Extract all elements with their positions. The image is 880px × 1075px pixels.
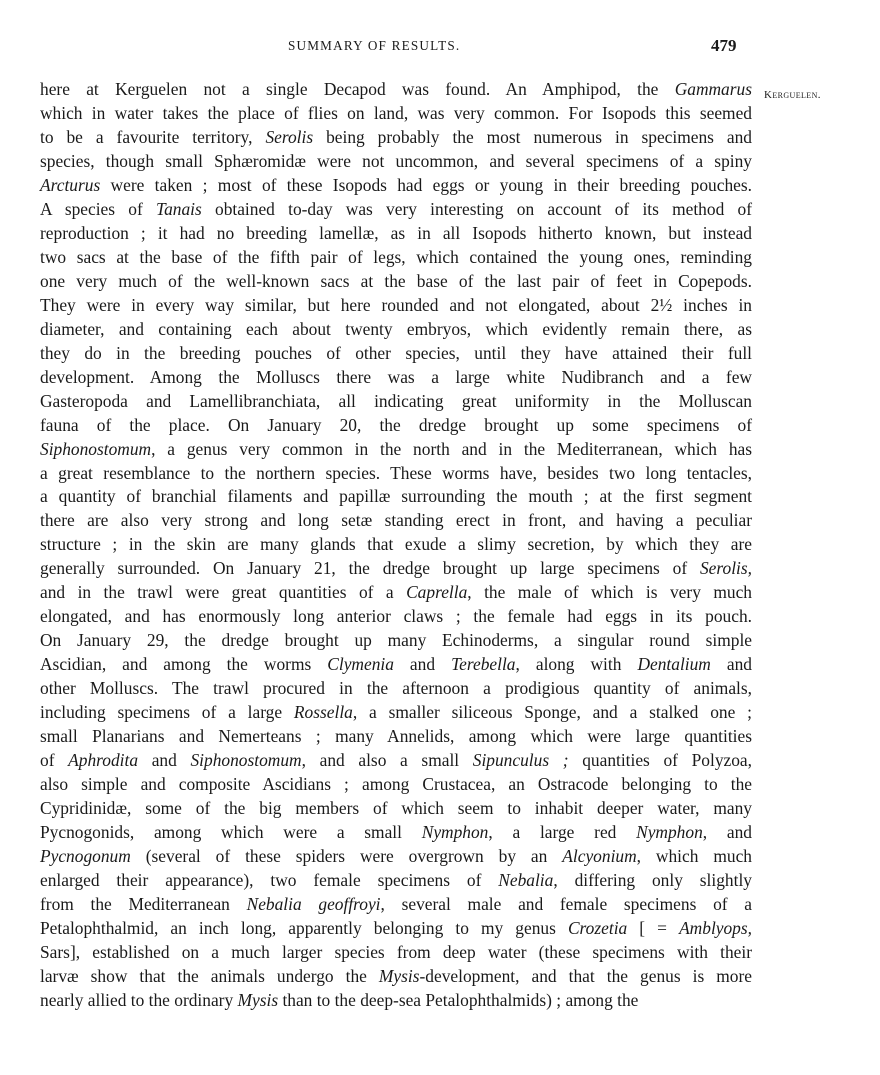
italic-term: Mysis [378,965,420,986]
italic-term: Nymphon [636,822,703,843]
text-run: other Molluscs. The trawl procured in the afternoon a prodigious quantity of animals, [40,678,752,699]
text-run: a great resemblance to the northern species. These worms have, besides two long tentacles, [40,462,752,483]
text-line [40,869,752,893]
text-line [40,414,752,438]
text-run: , several male and female specimens of a [380,893,752,914]
text-run: , differing only slightly [553,869,752,890]
text-run: and [393,654,452,675]
text-run: Ascidian, and among the worms [40,654,328,675]
text-run: obtained to-day was very interesting on account of its method of [201,198,752,219]
text-run: being probably the most numerous in specimens and [313,126,752,147]
text-run: [ = [627,917,680,938]
text-run: , a large red [488,822,637,843]
italic-term: Siphonostomum [190,750,302,771]
text-run: development. Among the Molluscs there was a large white Nudibranch and a few [40,366,752,387]
text-run: Gasteropoda and Lamellibranchiata, all indicating great uniformity in the Molluscan [40,390,752,411]
page-header [0,36,880,60]
text-run: than to the deep-sea Petalophthalmids) ; among the [278,989,639,1010]
italic-term: Arcturus [40,174,101,195]
text-line [40,557,752,581]
text-run: They were in every way similar, but here rounded and not elongated, about 2½ inches in [40,294,752,315]
text-run: Cypridinidæ, some of the big members of which seem to inhabit deeper water, many [40,798,752,819]
italic-term: Siphonostomum [40,438,152,459]
text-line [40,150,752,174]
text-run: they do in the breeding pouches of other species, until they have attained their full [40,342,752,363]
text-run: small Planarians and Nemerteans ; many Annelids, among which were large quantities [40,726,752,747]
text-run: diameter, and containing each about twenty embryos, which evidently remain there, as [40,318,752,339]
italic-term: Nebalia geoffroyi [246,893,381,914]
text-run: Sars], established on a much larger species from deep water (these specimens with their [40,941,752,962]
text-run: -development, and that the genus is more [419,965,752,986]
text-line [40,605,752,629]
text-run: , and also a small [301,750,473,771]
text-run: and in the trawl were great quantities of a [40,582,407,603]
italic-term: Terebella [451,654,516,675]
text-line [40,246,752,270]
italic-term: Alcyonium [562,846,637,866]
italic-term: Caprella [406,582,468,603]
italic-term: Nebalia [498,869,554,890]
text-run: reproduction ; it had no breeding lamellæ, as in all Isopods hitherto known, but instead [40,222,752,243]
text-line [40,965,752,989]
text-line [40,917,752,941]
italic-term: Serolis [265,126,314,147]
text-run: there are also very strong and long setæ standing erect in front, and having a peculiar [40,510,752,531]
text-run: , the male of which is very much [467,582,752,603]
text-line [40,989,752,1013]
italic-term: Nymphon [421,822,489,843]
text-line [40,893,752,917]
text-run: one very much of the well-known sacs at the base of the last pair of feet in Copepods. [40,270,752,291]
text-line [40,222,752,246]
italic-term: Clymenia [327,654,394,675]
italic-term: Tanais [156,198,202,219]
text-line [40,773,752,797]
text-line [40,581,752,605]
text-line [40,485,752,509]
text-line [40,749,752,773]
text-line [40,366,752,390]
text-line [40,725,752,749]
text-run: elongated, and has enormously long anterior claws ; the female had eggs in its pouch. [40,606,752,627]
text-run: species, though small Sphæromidæ were not uncommon, and several specimens of a spiny [40,150,752,171]
italic-term: Aphrodita [68,750,139,771]
text-run: , and [702,822,752,843]
text-line [40,462,752,486]
text-line [40,102,752,126]
marginal-note: Kerguelen. [764,89,821,101]
italic-term: Serolis, [699,558,752,579]
page-number: 479 [711,36,737,55]
text-run: from the Mediterranean [40,893,247,914]
italic-term: Gammarus [674,79,752,99]
text-run: of [40,750,69,771]
text-run: , a smaller siliceous Sponge, and a stalked one ; [352,702,752,723]
text-run: Pycnogonids, among which were a small [40,822,422,843]
text-run: structure ; in the skin are many glands that exude a slimy secretion, by which they are [40,534,752,555]
text-run: to be a favourite territory, [40,126,266,147]
italic-term: Rossella [293,702,353,723]
italic-term: Pycnogonum [40,846,131,866]
text-run: (several of these spiders were overgrown by an [130,846,563,866]
text-line [40,941,752,965]
italic-term: Amblyops, [679,917,752,938]
text-run: which in water takes the place of flies on land, was very common. For Isopods this seemed [40,102,752,123]
text-run: and [138,750,191,771]
text-line [40,390,752,414]
text-line [40,509,752,533]
text-run: A species of [40,198,156,219]
italic-term: Dentalium [637,654,711,675]
text-line [40,653,752,677]
text-line [40,845,752,869]
text-run: including specimens of a large [40,702,294,723]
running-title: SUMMARY OF RESULTS. [288,38,461,53]
text-line [40,294,752,318]
text-run: enlarged their appearance), two female specimens of [40,869,499,890]
text-run: , a genus very common in the north and in the Mediterranean, which has [151,438,752,459]
text-run: and [710,654,752,675]
text-line [40,533,752,557]
text-line [40,270,752,294]
italic-term: Sipunculus ; [472,750,569,771]
italic-term: Mysis [237,989,279,1010]
text-run: here at Kerguelen not a single Decapod was found. An Amphipod, the [40,79,675,99]
text-line [40,342,752,366]
text-run: larvæ show that the animals undergo the [40,965,379,986]
text-run: also simple and composite Ascidians ; among Crustacea, an Ostracode belonging to the [40,774,752,795]
text-line [40,677,752,701]
text-run: generally surrounded. On January 21, the dredge brought up large specimens of [40,558,700,579]
text-run: On January 29, the dredge brought up many Echinoderms, a singular round simple [40,630,752,651]
text-run: , which much [636,846,752,866]
text-run: were taken ; most of these Isopods had eggs or young in their breeding pouches. [100,174,752,195]
text-line [40,126,752,150]
text-line [40,78,752,102]
text-line [40,701,752,725]
body-text [40,78,752,1013]
text-run: quantities of Polyzoa, [568,750,752,771]
text-run: Petalophthalmid, an inch long, apparently belonging to my genus [40,917,568,938]
text-line [40,797,752,821]
text-run: fauna of the place. On January 20, the dredge brought up some specimens of [40,414,752,435]
text-run: a quantity of branchial filaments and papillæ surrounding the mouth ; at the first segment [40,486,752,507]
text-run: , along with [515,654,638,675]
text-line [40,821,752,845]
text-line [40,198,752,222]
text-line [40,438,752,462]
italic-term: Crozetia [567,917,628,938]
text-run: two sacs at the base of the fifth pair of legs, which contained the young ones, reminding [40,246,752,267]
text-line [40,318,752,342]
text-run: nearly allied to the ordinary [40,989,238,1010]
text-line [40,174,752,198]
text-line [40,629,752,653]
